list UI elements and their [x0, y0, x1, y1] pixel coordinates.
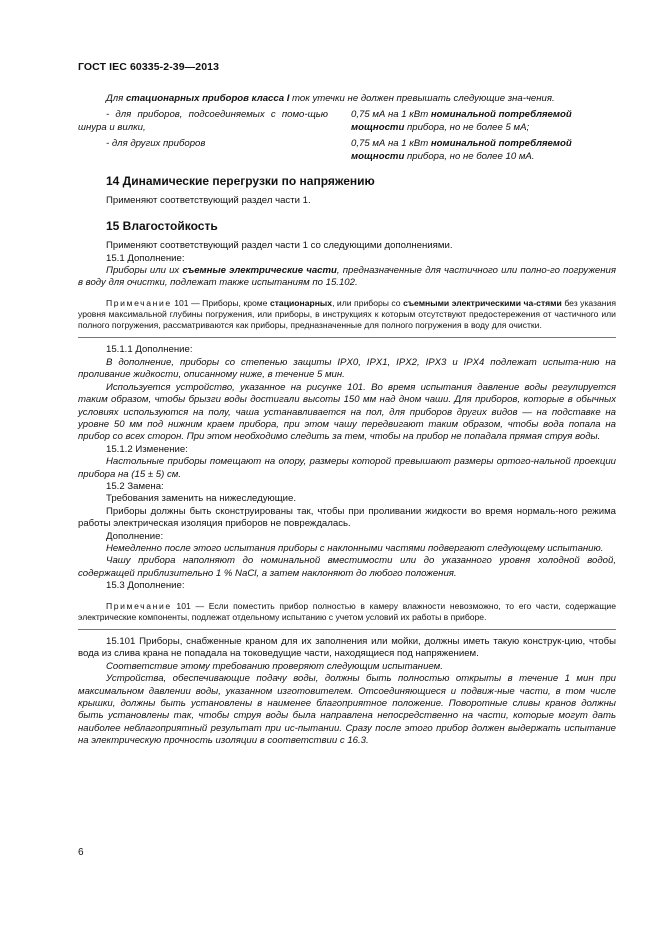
row-left: - для приборов, подсоединяемых с помо-щью шнура и вилки, — [78, 109, 328, 133]
clause-15-2-text-b: Приборы должны быть сконструированы так, чтобы при проливании жидкости во время нормаль-ного режима работы электрическая изоляция приборов не повреждалась. — [78, 505, 616, 530]
clause-15-2-text-d: Чашу прибора наполняют до номинальной вместимости или до указанного уровня холодной водой, содержащей приблизительно 1 % NaCl, а затем наклоняют до любого положения. — [78, 555, 616, 579]
text-span: ток утечки не должен превышать следующие зна-чения. — [289, 93, 555, 104]
text-span: 101 — Если поместить прибор полностью в камеру влажности невозможно, то его части, содержащие электрические компоненты, подлежат отдельному испытанию с учетом условий их работы в приборе. — [78, 600, 616, 622]
text-span: без указания уровня максимальной глубины погружения, или приборы, в инструкциях к которым отсутствуют предостережения от частичного или полного погружения, рассматриваются как приборы, предназначенные для полного погружения в воду для очистки. — [78, 297, 617, 331]
text-span: прибора, но не более 5 мА; — [404, 121, 530, 133]
leakage-row-plug — [78, 109, 616, 134]
clause-15-2: 15.2 Замена: — [106, 480, 164, 492]
text-span: Приборы или их — [106, 265, 183, 277]
term-span: номинальной потребляемой мощности — [351, 109, 572, 133]
term-span: номинальной потребляемой мощности — [351, 138, 572, 162]
divider — [78, 337, 616, 338]
note-101-b — [78, 601, 616, 623]
clause-15-1-2: 15.1.2 Изменение: — [106, 443, 188, 455]
document-body — [78, 93, 616, 748]
text-span: Для — [106, 93, 126, 104]
section-15-text: Применяют соответствующий раздел части 1 со следующими дополнениями. — [106, 240, 453, 252]
row-right — [351, 138, 616, 163]
clause-15-101-text-c: Устройства, обеспечивающие подачу воды, должны быть полностью открыты в течение 1 мин при максимальном давлении воды, указанном изготовителем. Отсоединяющиеся и подвиж-ные части, в том числе крышки, должны быть установлены в наименее благоприятное положение. Поворотные сливы кранов должны быть установлены так, чтобы струя воды была направлена непосредственно на части, которые могут дать наиболее неблагоприятный результат при ис-пытании. Сразу после этого прибор должен выдержать испытание на электрическую прочность изоляции в соответствии с 16.3. — [78, 673, 616, 747]
note-101-a — [78, 298, 616, 332]
clause-15-101-text-b: Соответствие этому требованию проверяют следующим испытанием. — [106, 660, 443, 672]
clause-15-1: 15.1 Дополнение: — [106, 252, 185, 264]
term-span: съемные электрические части — [182, 265, 337, 277]
text-span: прибора, но не более 10 мА. — [404, 150, 535, 162]
document-header: ГОСТ IEC 60335-2-39—2013 — [78, 61, 220, 73]
clause-15-3: 15.3 Дополнение: — [106, 580, 185, 592]
clause-15-2-text-a: Требования заменить на нижеследующие. — [106, 493, 297, 505]
row-left: - для других приборов — [106, 138, 206, 150]
clause-15-1-1-text-b: Используется устройство, указанное на рисунке 101. Во время испытания давление воды регулируется таким образом, чтобы брызги воды достигали высоты 150 мм над дном чаши. Для приборов, которые в обычных условиях используются на полу, чаша устанавливается на пол, для приборов других видов — на подставке на уровне 50 мм под нижним краем прибора, при этом чашу передвигают таким образом, чтобы вода попала на прибор со всех сторон. При этом необходимо следить за тем, чтобы на прибор не попадала прямая струя воды. — [78, 381, 616, 443]
section-14-text: Применяют соответствующий раздел части 1. — [106, 195, 311, 207]
clause-15-1-text — [78, 265, 616, 290]
clause-15-1-1-text-a: В дополнение, приборы со степенью защиты IPX0, IPX1, IPX2, IPX3 и IPX4 подлежат испыта-нию на проливание жидкости, описанному ниже, в течение 5 мин. — [78, 356, 616, 381]
text-span: , или приборы со — [332, 297, 404, 308]
divider — [78, 629, 616, 630]
row-right — [351, 109, 616, 134]
note-label: Примечание — [106, 600, 172, 611]
leakage-intro — [78, 93, 616, 105]
clause-15-2-text-c: Немедленно после этого испытания приборы с наклонными частями подвергают следующему испытанию. — [106, 542, 604, 554]
section-15-heading: 15 Влагостойкость — [106, 218, 218, 233]
text-span: , предназначенные для частичного или полно-го погружения в воду для очистки, подлежат также испытаниям по 15.102. — [78, 265, 616, 289]
text-span: 0,75 мА на 1 кВт — [351, 109, 431, 121]
text-span: 101 — Приборы, кроме — [171, 297, 270, 308]
clause-15-101: 15.101 Приборы, снабженные краном для их заполнения или мойки, должны иметь такую конструк-цию, чтобы вода из слива крана не попадала на токоведущие части, находящиеся под напряжением. — [78, 636, 616, 660]
section-14-heading: 14 Динамические перегрузки по напряжению — [106, 174, 375, 189]
leakage-row-other — [78, 138, 616, 163]
clause-15-1-1: 15.1.1 Дополнение: — [106, 344, 193, 356]
clause-15-1-2-text: Настольные приборы помещают на опору, размеры которой превышают размеры ортого-нальной проекции прибора на (15 ± 5) см. — [78, 456, 616, 480]
note-label: Примечание — [106, 297, 172, 308]
clause-15-2-addition: Дополнение: — [106, 530, 164, 542]
term-span: съемными электрическими ча-стями — [403, 297, 562, 308]
page-number: 6 — [78, 847, 84, 858]
term-span: стационарных — [269, 297, 333, 308]
text-span: 0,75 мА на 1 кВт — [351, 138, 431, 150]
term-span: стационарных приборов класса I — [125, 93, 290, 104]
